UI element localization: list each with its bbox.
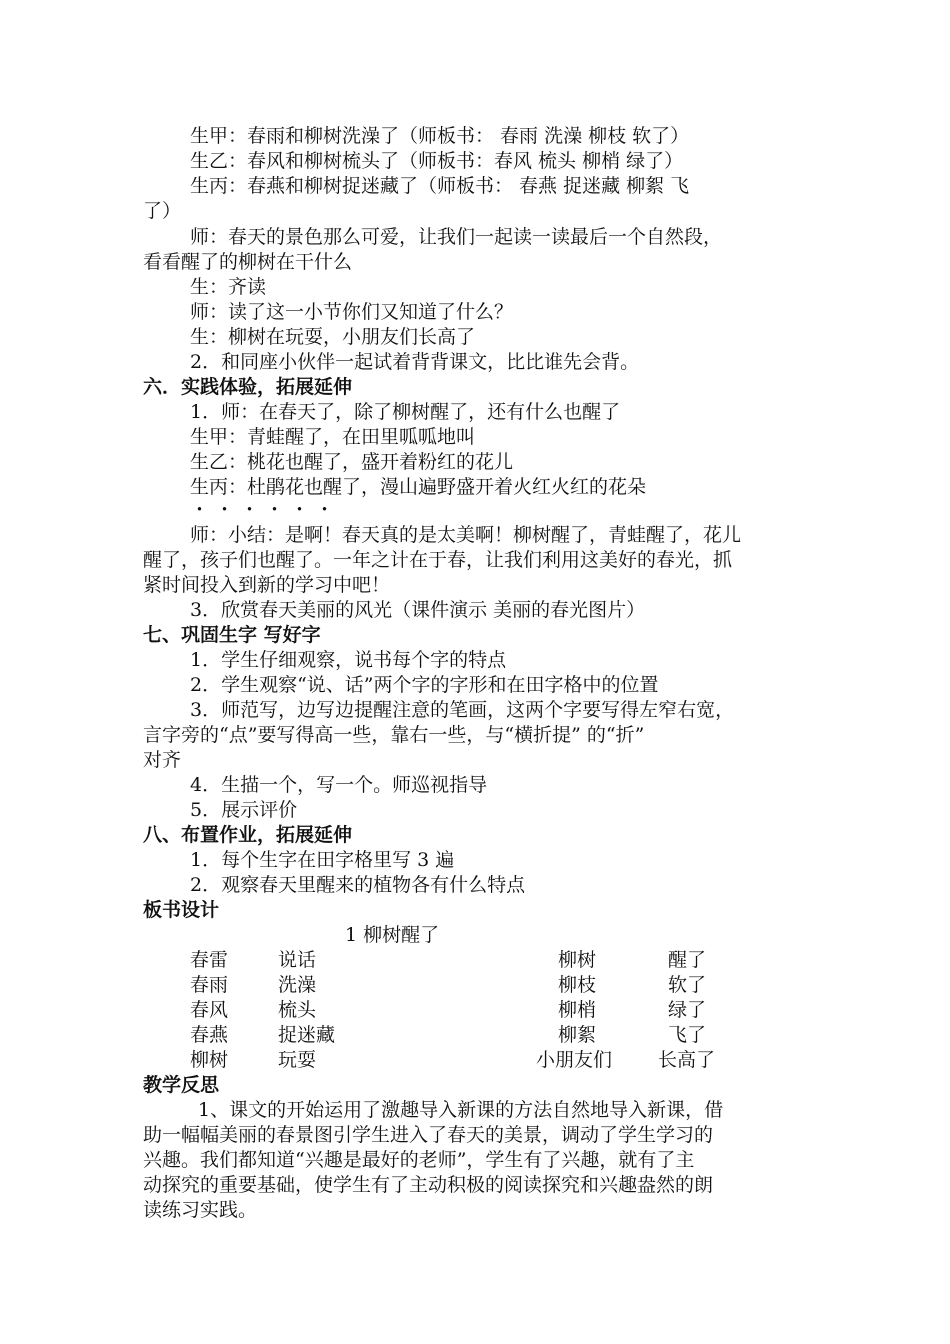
board-cell: 说话 (278, 949, 317, 971)
step-line: 5．展示评价 (190, 799, 298, 821)
board-cell: 玩耍 (278, 1049, 317, 1071)
board-cell: 春雨 (190, 974, 229, 996)
dialogue-line: 生乙：春风和柳树梳头了（师板书：春风 梳头 柳梢 绿了） (190, 150, 684, 172)
board-cell: 软了 (668, 974, 707, 996)
step-line: 2．学生观察“说、话”两个字的字形和在田字格中的位置 (190, 674, 659, 696)
board-cell: 柳树 (190, 1049, 229, 1071)
dialogue-line: 生甲：青蛙醒了，在田里呱呱地叫 (190, 426, 476, 448)
step-line: 言字旁的“点”要写得高一些，靠右一些，与“横折提” 的“折” (143, 724, 645, 746)
dialogue-line: 生乙：桃花也醒了，盛开着粉红的花儿 (190, 451, 514, 473)
dialogue-line: 师：读了这一小节你们又知道了什么？ (190, 301, 514, 323)
reflection-line: 助一幅幅美丽的春景图引学生进入了春天的美景，调动了学生学习的 (143, 1124, 714, 1146)
board-cell: 柳梢 (558, 999, 597, 1021)
board-cell: 捉迷藏 (278, 1024, 336, 1046)
section-heading: 板书设计 (143, 899, 220, 921)
dialogue-line: 生：柳树在玩耍，小朋友们长高了 (190, 326, 476, 348)
board-cell: 绿了 (668, 999, 707, 1021)
board-cell: 春雷 (190, 949, 229, 971)
dialogue-line: 师：小结：是啊！春天真的是太美啊！柳树醒了，青蛙醒了，花儿 (190, 524, 742, 546)
board-cell: 长高了 (658, 1049, 716, 1071)
step-line: 3．师范写，边写边提醒注意的笔画，这两个字要写得左窄右宽， (190, 699, 735, 721)
reflection-line: 读练习实践。 (143, 1199, 258, 1221)
board-title: 1 柳树醒了 (345, 924, 440, 946)
section-heading: 八、布置作业，拓展延伸 (143, 824, 353, 846)
reflection-line: 兴趣。我们都知道“兴趣是最好的老师”，学生有了兴趣，就有了主 (143, 1149, 695, 1171)
board-cell: 柳枝 (558, 974, 597, 996)
dialogue-line: 2．和同座小伙伴一起试着背背课文，比比谁先会背。 (190, 351, 640, 373)
dialogue-line: 了） (143, 200, 182, 222)
dialogue-line: 生丙：杜鹃花也醒了，漫山遍野盛开着火红火红的花朵 (190, 476, 647, 498)
board-cell: 春燕 (190, 1024, 229, 1046)
step-line: 1．每个生字在田字格里写 3 遍 (190, 849, 455, 871)
dialogue-line: 紧时间投入到新的学习中吧！ (143, 574, 391, 596)
board-cell: 柳树 (558, 949, 597, 971)
dialogue-line: 醒了，孩子们也醒了。一年之计在于春，让我们利用这美好的春光，抓 (143, 549, 733, 571)
board-cell: 春风 (190, 999, 229, 1021)
step-line: 2．观察春天里醒来的植物各有什么特点 (190, 874, 526, 896)
reflection-line: 1、课文的开始运用了激趣导入新课的方法自然地导入新课，借 (198, 1099, 724, 1121)
ellipsis-dots: ・・・・・・ (190, 499, 341, 521)
dialogue-line: 1．师：在春天了，除了柳树醒了，还有什么也醒了 (190, 401, 621, 423)
reflection-line: 动探究的重要基础，使学生有了主动积极的阅读探究和兴趣盎然的朗 (143, 1174, 714, 1196)
board-cell: 柳絮 (558, 1024, 597, 1046)
dialogue-line: 生丙：春燕和柳树捉迷藏了（师板书： 春燕 捉迷藏 柳絮 飞 (190, 175, 690, 197)
board-cell: 小朋友们 (536, 1049, 613, 1071)
section-heading: 教学反思 (143, 1074, 220, 1096)
dialogue-line: 3．欣赏春天美丽的风光（课件演示 美丽的春光图片） (190, 599, 646, 621)
section-heading: 七、巩固生字 写好字 (143, 624, 321, 646)
board-cell: 飞了 (668, 1024, 707, 1046)
step-line: 4．生描一个，写一个。师巡视指导 (190, 774, 488, 796)
dialogue-line: 师：春天的景色那么可爱，让我们一起读一读最后一个自然段， (190, 226, 723, 248)
dialogue-line: 看看醒了的柳树在干什么 (143, 251, 353, 273)
step-line: 对齐 (143, 749, 182, 771)
section-heading: 六．实践体验，拓展延伸 (143, 376, 353, 398)
board-cell: 梳头 (278, 999, 317, 1021)
dialogue-line: 生甲：春雨和柳树洗澡了（师板书： 春雨 洗澡 柳枝 软了） (190, 125, 690, 147)
step-line: 1．学生仔细观察，说书每个字的特点 (190, 649, 507, 671)
board-cell: 醒了 (668, 949, 707, 971)
dialogue-line: 生：齐读 (190, 276, 267, 298)
board-cell: 洗澡 (278, 974, 317, 996)
